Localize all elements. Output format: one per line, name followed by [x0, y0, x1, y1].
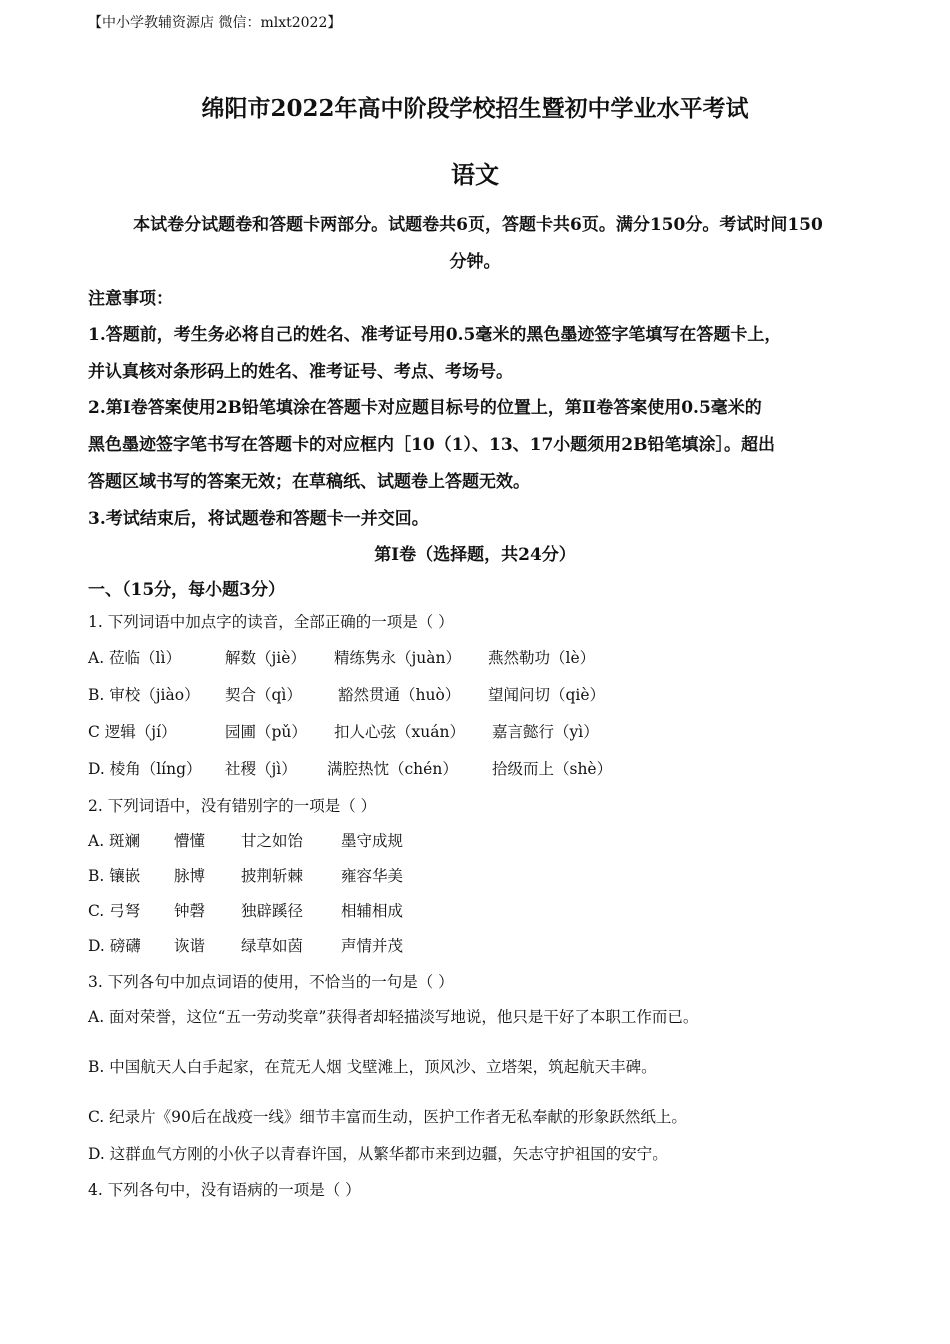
- q2-option-a-word-1: A. 斑斓: [88, 832, 141, 850]
- notice-line: 并认真核对条形码上的姓名、准考证号、考点、考场号。: [88, 362, 513, 382]
- q1-option-d-word-2: 社稷（jì）: [225, 760, 297, 778]
- question-4-stem: 4. 下列各句中，没有语病的一项是（ ）: [88, 1181, 361, 1199]
- q2-option-c-word-2: 钟磬: [174, 902, 206, 920]
- q2-option-c-word-1: C. 弓弩: [88, 902, 141, 920]
- q1-option-d-word-3: 满腔热忱（chén）: [327, 760, 458, 778]
- exam-title: 绵阳市2022年高中阶段学校招生暨初中学业水平考试: [201, 95, 749, 122]
- q1-option-a-word-2: 解数（jiè）: [225, 649, 306, 667]
- q2-option-a-word-2: 懵懂: [174, 832, 206, 850]
- q1-option-c-word-3: 扣人心弦（xuán）: [334, 723, 465, 741]
- q1-option-d-word-1: D. 棱角（líng）: [88, 760, 202, 778]
- notice-line: 黑色墨迹签字笔书写在答题卡的对应框内［10（1）、13、17小题须用2B铅笔填涂］。超出: [88, 435, 775, 455]
- q1-option-a-word-3: 精练隽永（juàn）: [334, 649, 462, 667]
- q1-option-b-word-2: 契合（qì）: [225, 686, 302, 704]
- notice-heading: 注意事项：: [88, 289, 173, 309]
- q3-option-c: C. 纪录片《90后在战疫一线》细节丰富而生动，医护工作者无私奉献的形象跃然纸上。: [88, 1108, 687, 1126]
- notice-line: 答题区域书写的答案无效；在草稿纸、试题卷上答题无效。: [88, 472, 530, 492]
- q1-option-b-word-1: B. 审校（jiào）: [88, 686, 200, 704]
- q2-option-b-word-1: B. 镶嵌: [88, 867, 141, 885]
- question-3-stem: 3. 下列各句中加点词语的使用，不恰当的一句是（ ）: [88, 973, 454, 991]
- section1-heading: 一、（15分，每小题3分）: [88, 580, 285, 600]
- q3-option-d: D. 这群血气方刚的小伙子以青春许国，从繁华都市来到边疆，矢志守护祖国的安宁。: [88, 1145, 668, 1163]
- header-note: 【中小学教辅资源店 微信：mlxt2022】: [88, 15, 342, 31]
- notice-line: 3.考试结束后，将试题卷和答题卡一并交回。: [88, 509, 429, 529]
- q1-option-a-word-4: 燕然勒功（lè）: [488, 649, 596, 667]
- q1-option-c-word-4: 嘉言懿行（yì）: [492, 723, 599, 741]
- q2-option-b-word-4: 雍容华美: [341, 867, 404, 885]
- q2-option-a-word-3: 甘之如饴: [241, 832, 304, 850]
- q2-option-b-word-3: 披荆斩棘: [241, 867, 304, 885]
- q1-option-a-word-1: A. 莅临（lì）: [88, 649, 181, 667]
- q2-option-d-word-4: 声情并茂: [341, 937, 404, 955]
- q3-option-a: A. 面对荣誉，这位“五一劳动奖章”获得者却轻描淡写地说，他只是干好了本职工作而已。: [88, 1008, 699, 1026]
- question-1-stem: 1. 下列词语中加点字的读音，全部正确的一项是（ ）: [88, 613, 454, 631]
- notice-line: 1.答题前，考生务必将自己的姓名、准考证号用0.5毫米的黑色墨迹签字笔填写在答题卡上，: [88, 325, 782, 345]
- q2-option-c-word-3: 独辟蹊径: [241, 902, 304, 920]
- q1-option-d-word-4: 拾级而上（shè）: [492, 760, 613, 778]
- notice-line: 2.第Ⅰ卷答案使用2B铅笔填涂在答题卡对应题目标号的位置上，第Ⅱ卷答案使用0.5毫米的: [88, 398, 762, 418]
- q2-option-a-word-4: 墨守成规: [341, 832, 404, 850]
- q2-option-b-word-2: 脉博: [174, 867, 206, 885]
- q3-option-b: B. 中国航天人白手起家，在荒无人烟 戈壁滩上，顶风沙、立塔架，筑起航天丰碑。: [88, 1058, 657, 1076]
- subject-title: 语文: [451, 160, 499, 189]
- part1-heading: 第Ⅰ卷（选择题，共24分）: [374, 545, 576, 565]
- q2-option-d-word-2: 诙谐: [174, 937, 206, 955]
- question-2-stem: 2. 下列词语中，没有错别字的一项是（ ）: [88, 797, 377, 815]
- q2-option-d-word-3: 绿草如茵: [241, 937, 304, 955]
- q1-option-c-word-2: 园圃（pǔ）: [225, 723, 307, 741]
- q2-option-d-word-1: D. 磅礴: [88, 937, 141, 955]
- q2-option-c-word-4: 相辅相成: [341, 902, 404, 920]
- q1-option-b-word-4: 望闻问切（qiè）: [488, 686, 606, 704]
- intro-line-2: 分钟。: [449, 252, 501, 272]
- q1-option-c-word-1: C 逻辑（jí）: [88, 723, 177, 741]
- intro-line-1: 本试卷分试题卷和答题卡两部分。试题卷共6页，答题卡共6页。满分150分。考试时间150: [133, 215, 823, 235]
- q1-option-b-word-3: 豁然贯通（huò）: [338, 686, 461, 704]
